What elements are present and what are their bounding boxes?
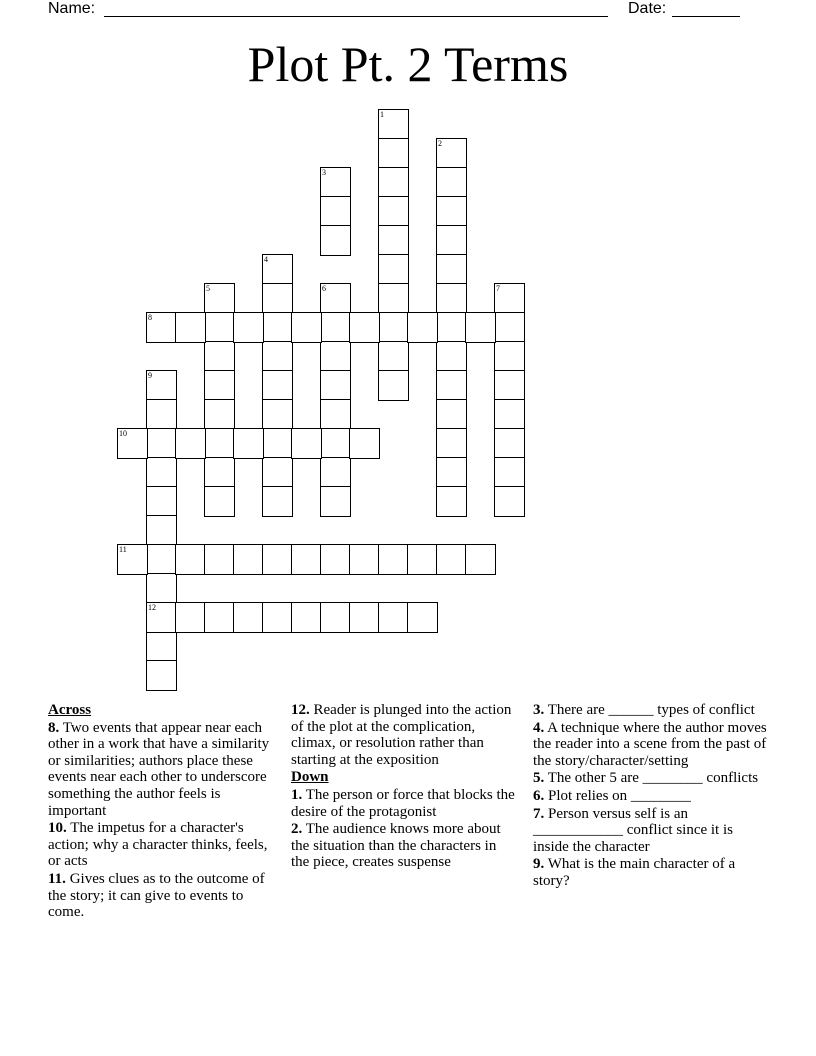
crossword-cell[interactable] [146,602,177,633]
crossword-cell[interactable] [262,486,293,517]
crossword-cell[interactable] [204,399,235,430]
crossword-cell[interactable] [146,660,177,691]
crossword-cell[interactable] [262,283,293,314]
crossword-cell[interactable] [436,399,467,430]
crossword-cell[interactable] [117,428,148,459]
crossword-cell[interactable] [378,254,409,285]
crossword-cell[interactable] [378,138,409,169]
clue-number: 5 [206,284,210,293]
crossword-cell[interactable] [436,312,467,343]
crossword-cell[interactable] [378,602,409,633]
clue-text: What is the main character of a story? [533,856,736,889]
crossword-cell[interactable] [204,428,235,459]
crossword-cell[interactable] [291,544,322,575]
clue-num: 3. [533,702,545,718]
clue-column-2 [291,702,516,872]
crossword-cell[interactable] [204,312,235,343]
name-label: Name: [48,0,96,17]
clue [291,702,516,768]
crossword-cell[interactable] [494,283,525,314]
crossword-cell[interactable] [291,428,322,459]
crossword-cell[interactable] [378,225,409,256]
clue-number: 9 [148,371,152,380]
clue-num: 2. [291,821,303,838]
clue-text: Plot relies on ________ [544,787,691,804]
clue-num: 7. [533,805,545,822]
crossword-cell[interactable] [320,312,351,343]
crossword-cell[interactable] [407,544,438,575]
clue [533,788,768,805]
clue-text: Gives clues as to the outcome of the story; it can give to events to come. [48,870,265,921]
clue-num: 11. [48,870,66,887]
clue [533,702,768,719]
clue [533,770,768,787]
crossword-cell[interactable] [117,544,148,575]
clue [533,856,768,889]
crossword-cell[interactable] [262,341,293,372]
clue-number: 4 [264,255,268,264]
crossword-cell[interactable] [436,370,467,401]
crossword-cell[interactable] [320,370,351,401]
crossword-cell[interactable] [436,254,467,285]
crossword-cell[interactable] [436,544,467,575]
crossword-cell[interactable] [320,602,351,633]
crossword-cell[interactable] [233,312,264,343]
clue [48,871,282,921]
crossword-cell[interactable] [494,370,525,401]
clue-text: Two events that appear near each other in a work that have a similarity or similarities; authors place these events near each other to underscore something the author feels is important [48,719,270,819]
clue-text: The impetus for a character's action; why a character thinks, feels, or acts [48,820,268,870]
crossword-cell[interactable] [349,544,380,575]
crossword-cell[interactable] [436,283,467,314]
crossword-cell[interactable] [378,167,409,198]
crossword-cell[interactable] [146,486,177,517]
date-field[interactable] [672,16,740,17]
clue-text: There are ______ types of conflict [544,702,755,718]
clue-text: Person versus self is an ____________ conflict since it is inside the character [533,805,733,855]
clue [533,806,768,856]
clue [291,821,516,871]
clue-text: The other 5 are ________ conflicts [544,770,759,787]
crossword-cell[interactable] [436,225,467,256]
crossword-cell[interactable] [378,109,409,140]
clue-num: 5. [533,770,545,787]
crossword-cell[interactable] [146,457,177,488]
crossword-cell[interactable] [494,312,525,343]
crossword-cell[interactable] [204,544,235,575]
page-title: Plot Pt. 2 Terms [247,36,569,92]
clue-number: 12 [148,603,156,612]
crossword-cell[interactable] [291,602,322,633]
crossword-cell[interactable] [175,428,206,459]
crossword-cell[interactable] [233,428,264,459]
across-heading: Across [48,702,92,718]
clue-num: 12. [291,702,310,718]
crossword-cell[interactable] [407,602,438,633]
crossword-cell[interactable] [262,544,293,575]
crossword-cell[interactable] [349,428,380,459]
crossword-cell[interactable] [233,602,264,633]
clue-number: 3 [322,168,326,177]
crossword-cell[interactable] [494,457,525,488]
clue-number: 2 [438,139,442,148]
crossword-cell[interactable] [320,457,351,488]
crossword-cell[interactable] [378,196,409,227]
clue-num: 6. [533,787,545,804]
crossword-cell[interactable] [320,544,351,575]
crossword-cell[interactable] [465,312,496,343]
crossword-cell[interactable] [175,544,206,575]
crossword-cell[interactable] [262,254,293,285]
clue-column-3 [533,702,768,891]
crossword-cell[interactable] [436,167,467,198]
clue [291,787,516,820]
down-heading: Down [291,769,329,786]
crossword-cell[interactable] [262,312,293,343]
crossword-cell[interactable] [320,341,351,372]
crossword-cell[interactable] [262,399,293,430]
clue-num: 9. [533,856,545,873]
crossword-cell[interactable] [436,341,467,372]
crossword-cell[interactable] [378,370,409,401]
crossword-cell[interactable] [436,138,467,169]
crossword-cell[interactable] [494,399,525,430]
crossword-cell[interactable] [320,399,351,430]
clue-num: 1. [291,786,303,803]
clue-text: The audience knows more about the situation than the characters in the piece, creates suspense [291,821,501,871]
clue-number: 10 [119,429,127,438]
crossword-cell[interactable] [146,370,177,401]
crossword-cell[interactable] [407,312,438,343]
clue-column-1 [48,702,282,922]
clue-number: 6 [322,284,326,293]
clue-number: 8 [148,313,152,322]
clue-num: 10. [48,820,67,837]
clue [48,820,282,870]
clue [48,720,282,820]
crossword-cell[interactable] [436,486,467,517]
crossword-cell[interactable] [204,457,235,488]
crossword-cell[interactable] [262,428,293,459]
crossword-cell[interactable] [494,428,525,459]
crossword-cell[interactable] [175,602,206,633]
clue-number: 1 [380,110,384,119]
clue-text: The person or force that blocks the desire of the protagonist [291,786,515,820]
crossword-cell[interactable] [204,602,235,633]
crossword-cell[interactable] [146,573,177,604]
crossword-cell[interactable] [204,370,235,401]
crossword-cell[interactable] [320,486,351,517]
crossword-cell[interactable] [320,283,351,314]
crossword-cell[interactable] [291,312,322,343]
crossword-cell[interactable] [233,544,264,575]
crossword-cell[interactable] [262,457,293,488]
crossword-cell[interactable] [204,341,235,372]
clue-text: A technique where the author moves the reader into a scene from the past of the story/character/setting [533,719,767,769]
crossword-cell[interactable] [146,399,177,430]
clue [533,720,768,770]
date-label: Date: [628,0,667,17]
crossword-cell[interactable] [146,631,177,662]
crossword-cell[interactable] [320,225,351,256]
crossword-cell[interactable] [465,544,496,575]
crossword-cell[interactable] [262,370,293,401]
crossword-cell[interactable] [146,312,177,343]
clue-num: 8. [48,719,60,736]
crossword-cell[interactable] [494,486,525,517]
crossword-cell[interactable] [378,312,409,343]
crossword-cell[interactable] [320,167,351,198]
crossword-cell[interactable] [494,341,525,372]
clue-number: 7 [496,284,500,293]
crossword-cell[interactable] [349,602,380,633]
clue-number: 11 [119,545,127,554]
crossword-cell[interactable] [349,312,380,343]
crossword-cell[interactable] [204,283,235,314]
crossword-cell[interactable] [204,486,235,517]
crossword-cell[interactable] [146,515,177,546]
crossword-cell[interactable] [320,196,351,227]
crossword-cell[interactable] [378,341,409,372]
crossword-cell[interactable] [378,544,409,575]
crossword-cell[interactable] [175,312,206,343]
clue-num: 4. [533,719,545,736]
clue-text: Reader is plunged into the action of the plot at the complication, climax, or resolution rather than starting at the exposition [291,702,512,768]
crossword-cell[interactable] [146,428,177,459]
name-field[interactable] [104,16,608,17]
crossword-cell[interactable] [436,457,467,488]
crossword-cell[interactable] [320,428,351,459]
crossword-cell[interactable] [378,283,409,314]
crossword-cell[interactable] [262,602,293,633]
crossword-cell[interactable] [436,428,467,459]
crossword-cell[interactable] [146,544,177,575]
crossword-cell[interactable] [436,196,467,227]
